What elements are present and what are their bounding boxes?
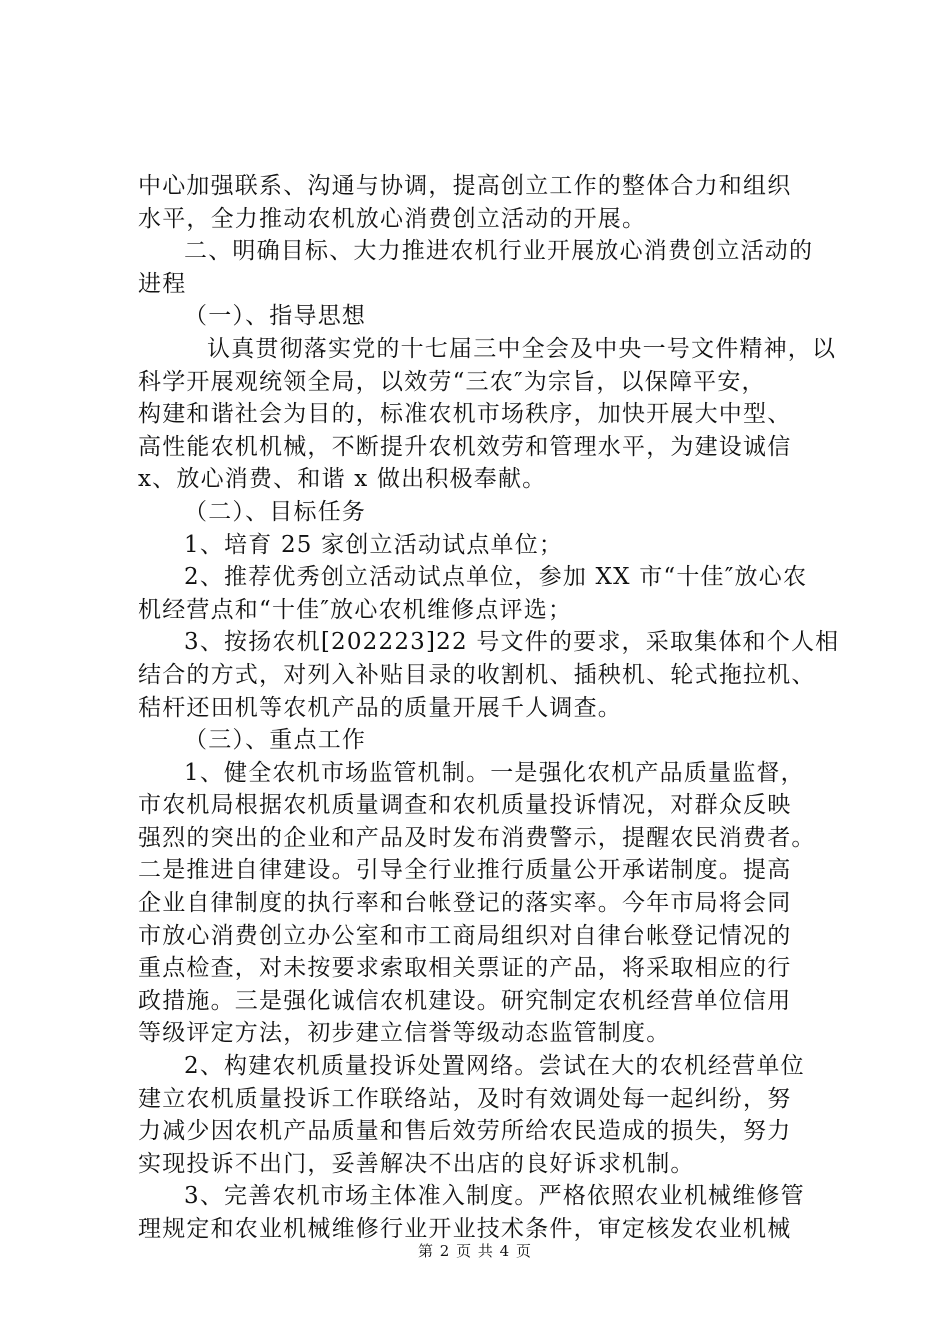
text-line: 认真贯彻落实党的十七届三中全会及中央一号文件精神，以 (207, 335, 837, 362)
text-line: 等级评定方法，初步建立信誉等级动态监管制度。 (138, 1020, 671, 1047)
text-line: 力减少因农机产品质量和售后效劳所给农民造成的损失，努力 (138, 1118, 792, 1145)
text-line: 二、明确目标、大力推进农机行业开展放心消费创立活动的 (184, 238, 814, 265)
text-line: 构建和谐社会为目的，标准农机市场秩序，加快开展大中型、 (138, 401, 792, 428)
text-line: 高性能农机机械，不断提升农机效劳和管理水平，为建设诚信 (138, 433, 792, 460)
text-line: 市农机局根据农机质量调查和农机质量投诉情况，对群众反映 (138, 792, 792, 819)
text-line: x、放心消费、和谐 x 做出积极奉献。 (138, 466, 547, 493)
text-line: 2、构建农机质量投诉处置网络。尝试在大的农机经营单位 (184, 1053, 805, 1080)
text-line: （一）、指导思想 (184, 303, 367, 330)
text-line: 理规定和农业机械维修行业开业技术条件，审定核发农业机械 (138, 1216, 792, 1242)
text-line: 进程 (138, 270, 187, 297)
text-line: 二是推进自律建设。引导全行业推行质量公开承诺制度。提高 (138, 857, 792, 884)
text-line: 水平，全力推动农机放心消费创立活动的开展。 (138, 205, 647, 232)
text-line: 政措施。三是强化诚信农机建设。研究制定农机经营单位信用 (138, 987, 792, 1014)
text-line: （二）、目标任务 (184, 498, 367, 525)
text-line: 重点检查，对未按要求索取相关票证的产品，将采取相应的行 (138, 955, 792, 982)
text-line: 建立农机质量投诉工作联络站，及时有效调处每一起纠纷，努 (138, 1085, 792, 1112)
document-body (138, 170, 838, 1246)
text-line: 市放心消费创立办公室和市工商局组织对自律台帐登记情况的 (138, 922, 792, 949)
text-line: 1、培育 25 家创立活动试点单位； (184, 531, 564, 558)
text-line: （三）、重点工作 (184, 727, 367, 754)
text-line: 3、按扬农机[202223]22 号文件的要求，采取集体和个人相 (184, 629, 840, 656)
text-line: 机经营点和“十佳″放心农机维修点评选； (138, 596, 573, 623)
text-line: 2、推荐优秀创立活动试点单位，参加 XX 市“十佳″放心农 (184, 564, 808, 591)
text-line: 1、健全农机市场监管机制。一是强化农机产品质量监督， (184, 759, 805, 786)
text-line: 实现投诉不出门，妥善解决不出店的良好诉求机制。 (138, 1150, 695, 1177)
text-line: 秸杆还田机等农机产品的质量开展千人调查。 (138, 694, 622, 721)
text-line: 企业自律制度的执行率和台帐登记的落实率。今年市局将会同 (138, 890, 792, 917)
page-footer: 第 2 页 共 4 页 (418, 1242, 532, 1260)
text-line: 3、完善农机市场主体准入制度。严格依照农业机械维修管 (184, 1183, 805, 1210)
text-line: 科学开展观统领全局，以效劳“三农″为宗旨，以保障平安， (138, 368, 766, 395)
text-line: 结合的方式，对列入补贴目录的收割机、插秧机、轮式拖拉机、 (138, 661, 816, 688)
text-line: 强烈的突出的企业和产品及时发布消费警示，提醒农民消费者。 (138, 824, 816, 851)
text-line: 中心加强联系、沟通与协调，提高创立工作的整体合力和组织 (138, 173, 792, 199)
